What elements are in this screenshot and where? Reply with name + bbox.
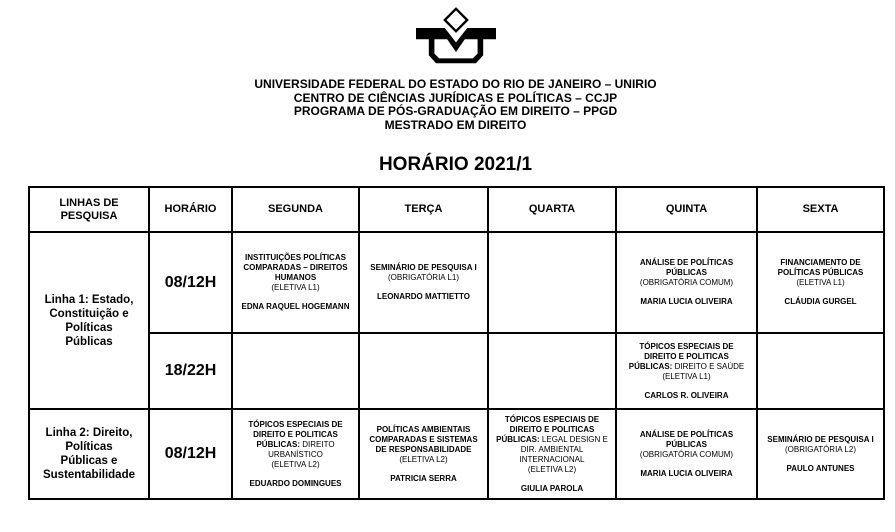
course-title-line: [367, 263, 480, 273]
course-type: (ELETIVA L2): [271, 459, 320, 469]
course-title: ANÁLISE DE POLÍTICAS PÚBLICAS: [639, 258, 734, 277]
course-cell-friday: [757, 232, 884, 333]
table-row: [29, 232, 884, 333]
course-title-line: [765, 435, 876, 445]
course-title-line: [240, 253, 351, 283]
course-cell-monday: [232, 409, 359, 499]
course-type: (ELETIVA L2): [527, 464, 577, 474]
degree-name: MESTRADO EM DIREITO: [384, 117, 527, 132]
table-header-row: [29, 187, 884, 232]
course-title: ANÁLISE DE POLÍTICAS PÚBLICAS: [639, 429, 734, 449]
course-title: SEMINÁRIO DE PESQUISA I: [767, 434, 874, 444]
column-header-time: HORÁRIO: [149, 187, 232, 232]
course-professor: CLÁUDIA GURGEL: [784, 297, 857, 306]
course-cell-wednesday-empty: [488, 333, 616, 409]
course-professor: LEONARDO MATTIETTO: [376, 292, 471, 301]
course-title: TÓPICOS ESPECIAIS DE DIREITO E POLITICAS PÚBLICAS:: [248, 419, 343, 449]
unirio-logo-icon: [408, 7, 504, 65]
course-professor: GIULIA PAROLA: [520, 483, 584, 493]
course-title-line: [240, 420, 351, 460]
schedule-table: [28, 186, 885, 500]
center-name: CENTRO DE CIÊNCIAS JURÍDICAS E POLÍTICAS – CCJP: [293, 90, 618, 105]
research-line-1-cell: Linha 1: Estado, Constituição e Políticas Públicas: [29, 232, 149, 409]
course-professor: EDNA RAQUEL HOGEMANN: [241, 302, 350, 311]
column-header-friday: SEXTA: [757, 187, 884, 232]
time-slot-cell: 08/12H: [149, 232, 232, 333]
course-professor: MARIA LUCIA OLIVEIRA: [640, 297, 733, 306]
course-cell-thursday: [616, 232, 757, 333]
time-slot-cell: 18/22H: [149, 333, 232, 409]
column-header-research-lines: LINHAS DE PESQUISA: [29, 187, 149, 232]
course-type: (OBRIGATÓRIA L2): [785, 444, 856, 454]
course-title-rest: DIREITO E SAÚDE: [672, 361, 745, 371]
course-cell-monday-empty: [232, 333, 359, 409]
course-type: (ELETIVA L1): [271, 283, 320, 292]
course-cell-thursday: [616, 333, 757, 409]
course-title-line: [367, 425, 480, 455]
course-title: INSTITUIÇÕES POLÍTICAS COMPARADAS – DIREITOS HUMANOS: [243, 253, 348, 282]
course-professor: CARLOS R. OLIVEIRA: [644, 390, 729, 400]
course-cell-tuesday: [359, 409, 488, 499]
course-title: TÓPICOS ESPECIAIS DE DIREITO E POLITICAS PÚBLICAS:: [496, 414, 600, 444]
course-title-line: [624, 342, 749, 372]
time-slot-cell: 08/12H: [149, 409, 232, 499]
course-professor: MARIA LUCIA OLIVEIRA: [640, 468, 733, 478]
column-header-wednesday: QUARTA: [488, 187, 616, 232]
research-line-2-cell: Linha 2: Direito, Políticas Públicas e Sustentabilidade: [29, 409, 149, 499]
program-name: PROGRAMA DE PÓS-GRADUAÇÃO EM DIREITO – PPGD: [293, 104, 618, 118]
course-type: (ELETIVA L1): [662, 371, 711, 381]
course-title: SEMINÁRIO DE PESQUISA I: [370, 263, 477, 272]
course-title-line: [765, 258, 876, 278]
course-cell-thursday: [616, 409, 757, 499]
document-page: [28, 0, 883, 500]
course-title: TÓPICOS ESPECIAIS DE DIREITO E POLITICAS PÚBLICAS:: [628, 341, 734, 371]
column-header-tuesday: TERÇA: [359, 187, 488, 232]
institution-header: [28, 78, 883, 132]
course-title: POLÍTICAS AMBIENTAIS COMPARADAS E SISTEMAS DE RESPONSABILIDADE: [369, 424, 478, 454]
course-type: (ELETIVA L1): [796, 278, 845, 287]
course-title-rest: LEGAL DESIGN E DIR. AMBIENTAL INTERNACIONAL: [519, 434, 608, 464]
unirio-logo: [28, 7, 883, 67]
course-title-rest: DIREITO URBANÍSTICO: [268, 439, 335, 459]
course-type: (ELETIVA L2): [399, 454, 448, 464]
course-cell-wednesday: [488, 409, 616, 499]
course-cell-wednesday-empty: [488, 232, 616, 333]
course-title-line: [624, 258, 749, 278]
column-header-thursday: QUINTA: [616, 187, 757, 232]
course-cell-tuesday-empty: [359, 333, 488, 409]
institution-name: UNIVERSIDADE FEDERAL DO ESTADO DO RIO DE JANEIRO – UNIRIO: [254, 77, 657, 91]
table-row: [29, 409, 884, 499]
course-type: (OBRIGATÓRIA COMUM): [639, 449, 734, 459]
course-title-line: [624, 430, 749, 450]
column-header-monday: SEGUNDA: [232, 187, 359, 232]
course-title: FINANCIAMENTO DE POLÍTICAS PÚBLICAS: [777, 258, 864, 277]
course-type: (OBRIGATÓRIA L1): [388, 273, 459, 282]
course-professor: PATRICIA SERRA: [390, 473, 457, 483]
course-cell-monday: [232, 232, 359, 333]
course-cell-tuesday: [359, 232, 488, 333]
course-professor: EDUARDO DOMINGUES: [249, 478, 342, 488]
course-professor: PAULO ANTUNES: [786, 463, 855, 473]
schedule-title: HORÁRIO 2021/1: [378, 154, 533, 175]
table-row: [29, 333, 884, 409]
course-cell-friday: [757, 409, 884, 499]
course-cell-friday-empty: [757, 333, 884, 409]
course-type: (OBRIGATÓRIA COMUM): [639, 278, 734, 287]
course-title-line: [496, 415, 608, 465]
